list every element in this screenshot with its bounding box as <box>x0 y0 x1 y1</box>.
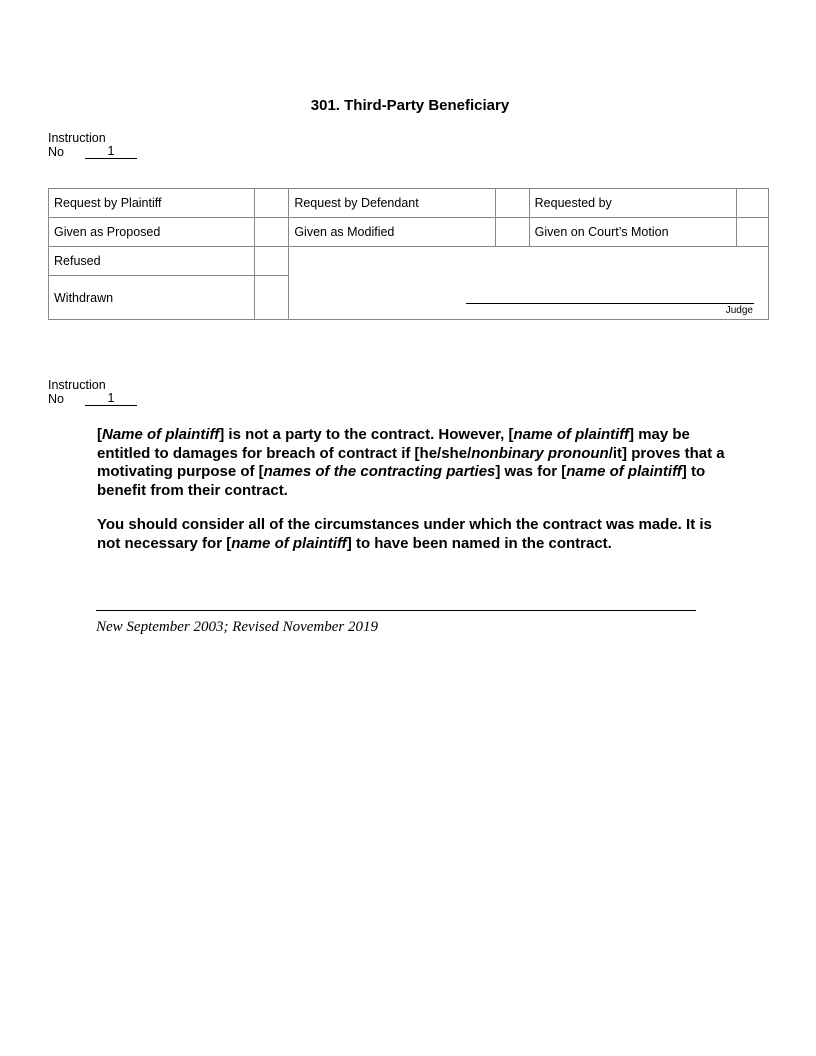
instruction-paragraph <box>97 426 737 500</box>
instruction-text-segment: ] was for [ <box>495 463 567 480</box>
given-on-courts-motion-box[interactable] <box>736 218 768 247</box>
requested-by-box[interactable] <box>736 189 768 218</box>
instruction-no-row <box>48 392 137 406</box>
withdrawn-label: Withdrawn <box>49 276 255 320</box>
given-on-courts-motion-label: Given on Court’s Motion <box>529 218 736 247</box>
refused-label: Refused <box>49 247 255 276</box>
refused-box[interactable] <box>255 247 289 276</box>
instruction-no-row <box>48 145 137 159</box>
instruction-no-label: No <box>48 145 64 159</box>
instruction-number-body <box>48 378 137 406</box>
instruction-text-segment: You should consider all of the circumstances under which the contract was made. It is not necessary for [ <box>97 516 712 552</box>
instruction-no-value: 1 <box>85 145 137 159</box>
instruction-number-header <box>48 131 137 159</box>
instruction-no-value: 1 <box>85 392 137 406</box>
requested-by-label: Requested by <box>529 189 736 218</box>
instruction-text-segment: ] may be entitled to damages for breach of contract if [he/she/ <box>97 426 690 462</box>
judge-label: Judge <box>725 305 753 316</box>
given-as-modified-box[interactable] <box>495 218 529 247</box>
instruction-text-segment: ] to have been named in the contract. <box>346 534 612 552</box>
placeholder-text: name of plaintiff <box>513 426 630 443</box>
judge-signature-area <box>289 247 769 320</box>
placeholder-text: names of the contracting parties <box>263 463 496 480</box>
placeholder-text: nonbinary pronoun <box>471 444 609 462</box>
page-title: 301. Third-Party Beneficiary <box>310 97 510 114</box>
request-by-plaintiff-label: Request by Plaintiff <box>49 189 255 218</box>
request-by-plaintiff-box[interactable] <box>255 189 289 218</box>
request-by-defendant-box[interactable] <box>495 189 529 218</box>
placeholder-text: Name of plaintiff <box>102 426 220 443</box>
instruction-text-segment: ] is not a party to the contract. However, [ <box>219 426 514 443</box>
request-by-defendant-label: Request by Defendant <box>289 189 495 218</box>
instruction-no-label: No <box>48 392 64 406</box>
placeholder-text: name of plaintiff <box>566 463 682 480</box>
request-disposition-table <box>48 188 769 320</box>
withdrawn-box[interactable] <box>255 276 289 320</box>
instruction-paragraph <box>97 516 737 553</box>
instruction-label: Instruction <box>48 131 106 145</box>
placeholder-text: name of plaintiff <box>231 534 347 552</box>
history-note: New September 2003; Revised November 2019 <box>96 619 379 635</box>
given-as-proposed-label: Given as Proposed <box>49 218 255 247</box>
instruction-text <box>97 426 737 569</box>
given-as-proposed-box[interactable] <box>255 218 289 247</box>
instruction-text-segment: ] to benefit from their contract. <box>97 463 706 499</box>
divider-line <box>96 610 696 611</box>
judge-signature-line[interactable] <box>466 303 754 304</box>
given-as-modified-label: Given as Modified <box>289 218 495 247</box>
instruction-label: Instruction <box>48 378 106 392</box>
instruction-text-segment: [ <box>97 426 102 443</box>
instruction-text-segment: /it] proves that a motivating purpose of [ <box>97 444 725 480</box>
